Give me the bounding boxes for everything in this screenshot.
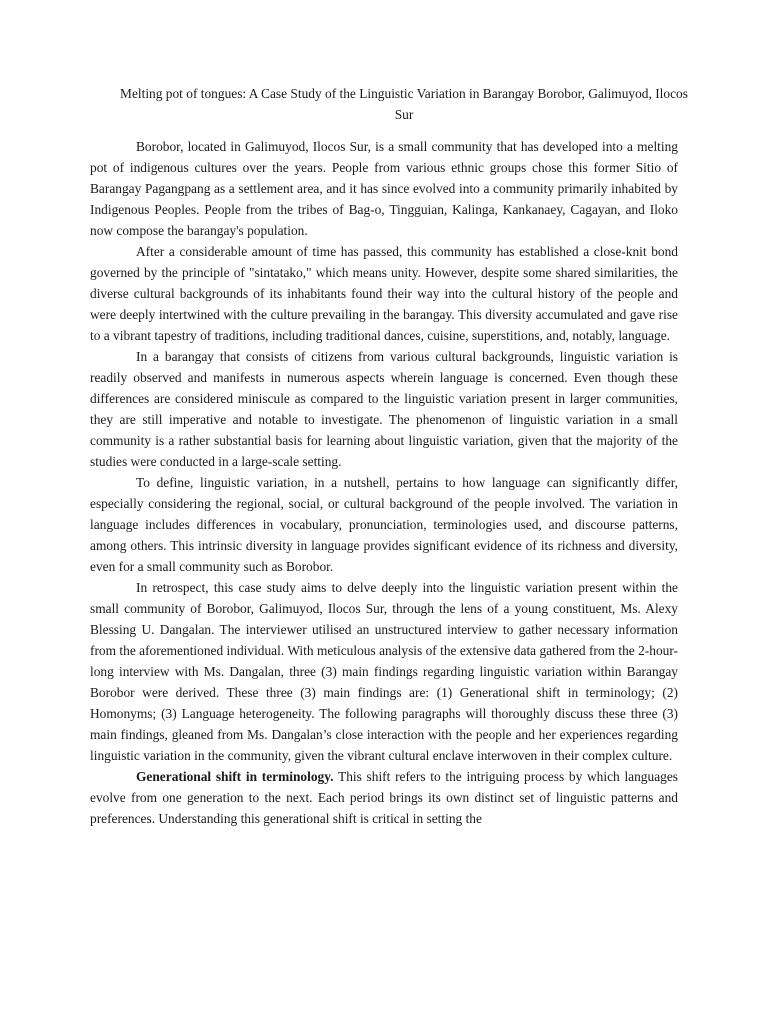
- paragraph-1: Borobor, located in Galimuyod, Ilocos Sur, is a small community that has developed into a melting pot of indigenous cultures over the years. People from various ethnic groups chose this former Sitio of Barangay Pagangpang as a settlement area, and it has since evolved into a community primarily inhabited by Indigenous Peoples. People from the tribes of Bag-o, Tingguian, Kalinga, Kankanaey, Cagayan, and Iloko now compose the barangay's population.: [90, 139, 678, 238]
- paragraph-2: After a considerable amount of time has passed, this community has established a close-knit bond governed by the principle of "sintatako," which means unity. However, despite some shared similarities, the diverse cultural backgrounds of its inhabitants found their way into the cultural history of the people and were deeply intertwined with the culture prevailing in the barangay. This diversity accumulated and gave rise to a vibrant tapestry of traditions, including traditional dances, cuisine, superstitions, and, notably, language.: [90, 244, 678, 343]
- paragraph-3: In a barangay that consists of citizens from various cultural backgrounds, linguistic variation is readily observed and manifests in numerous aspects wherein language is concerned. Even though these differences are considered miniscule as compared to the linguistic variation present in larger communities, they are still imperative and notable to investigate. The phenomenon of linguistic variation in a small community is a rather substantial basis for learning about linguistic variation, given that the majority of the studies were conducted in a large-scale setting.: [90, 349, 678, 469]
- section-heading: Generational shift in terminology.: [136, 769, 334, 784]
- paragraph-6: [90, 766, 678, 829]
- document-body: [90, 136, 678, 829]
- paragraph-5: In retrospect, this case study aims to delve deeply into the linguistic variation present within the small community of Borobor, Galimuyod, Ilocos Sur, through the lens of a young constituent, Ms. Alexy Blessing U. Dangalan. The interviewer utilised an unstructured interview to gather necessary information from the aforementioned individual. With meticulous analysis of the extensive data gathered from the 2-hour-long interview with Ms. Dangalan, three (3) main findings regarding linguistic variation within Barangay Borobor were derived. These three (3) main findings are: (1) Generational shift in terminology; (2) Homonyms; (3) Language heterogeneity. The following paragraphs will thoroughly discuss these three (3) main findings, gleaned from Ms. Dangalan’s close interaction with the people and her experiences regarding linguistic variation in the community, given the vibrant cultural enclave interwoven in their complex culture.: [90, 580, 678, 763]
- document-title: Melting pot of tongues: A Case Study of the Linguistic Variation in Barangay Borobor, Galimuyod, Ilocos Sur: [120, 86, 688, 122]
- paragraph-6-text: This shift refers to the intriguing process by which languages evolve from one generation to the next. Each period brings its own distinct set of linguistic patterns and preferences. Understanding this generational shift is critical in setting the: [90, 769, 678, 826]
- paragraph-4: To define, linguistic variation, in a nutshell, pertains to how language can significantly differ, especially considering the regional, social, or cultural background of the people involved. The variation in language includes differences in vocabulary, pronunciation, terminologies used, and discourse patterns, among others. This intrinsic diversity in language provides significant evidence of its richness and diversity, even for a small community such as Borobor.: [90, 475, 678, 574]
